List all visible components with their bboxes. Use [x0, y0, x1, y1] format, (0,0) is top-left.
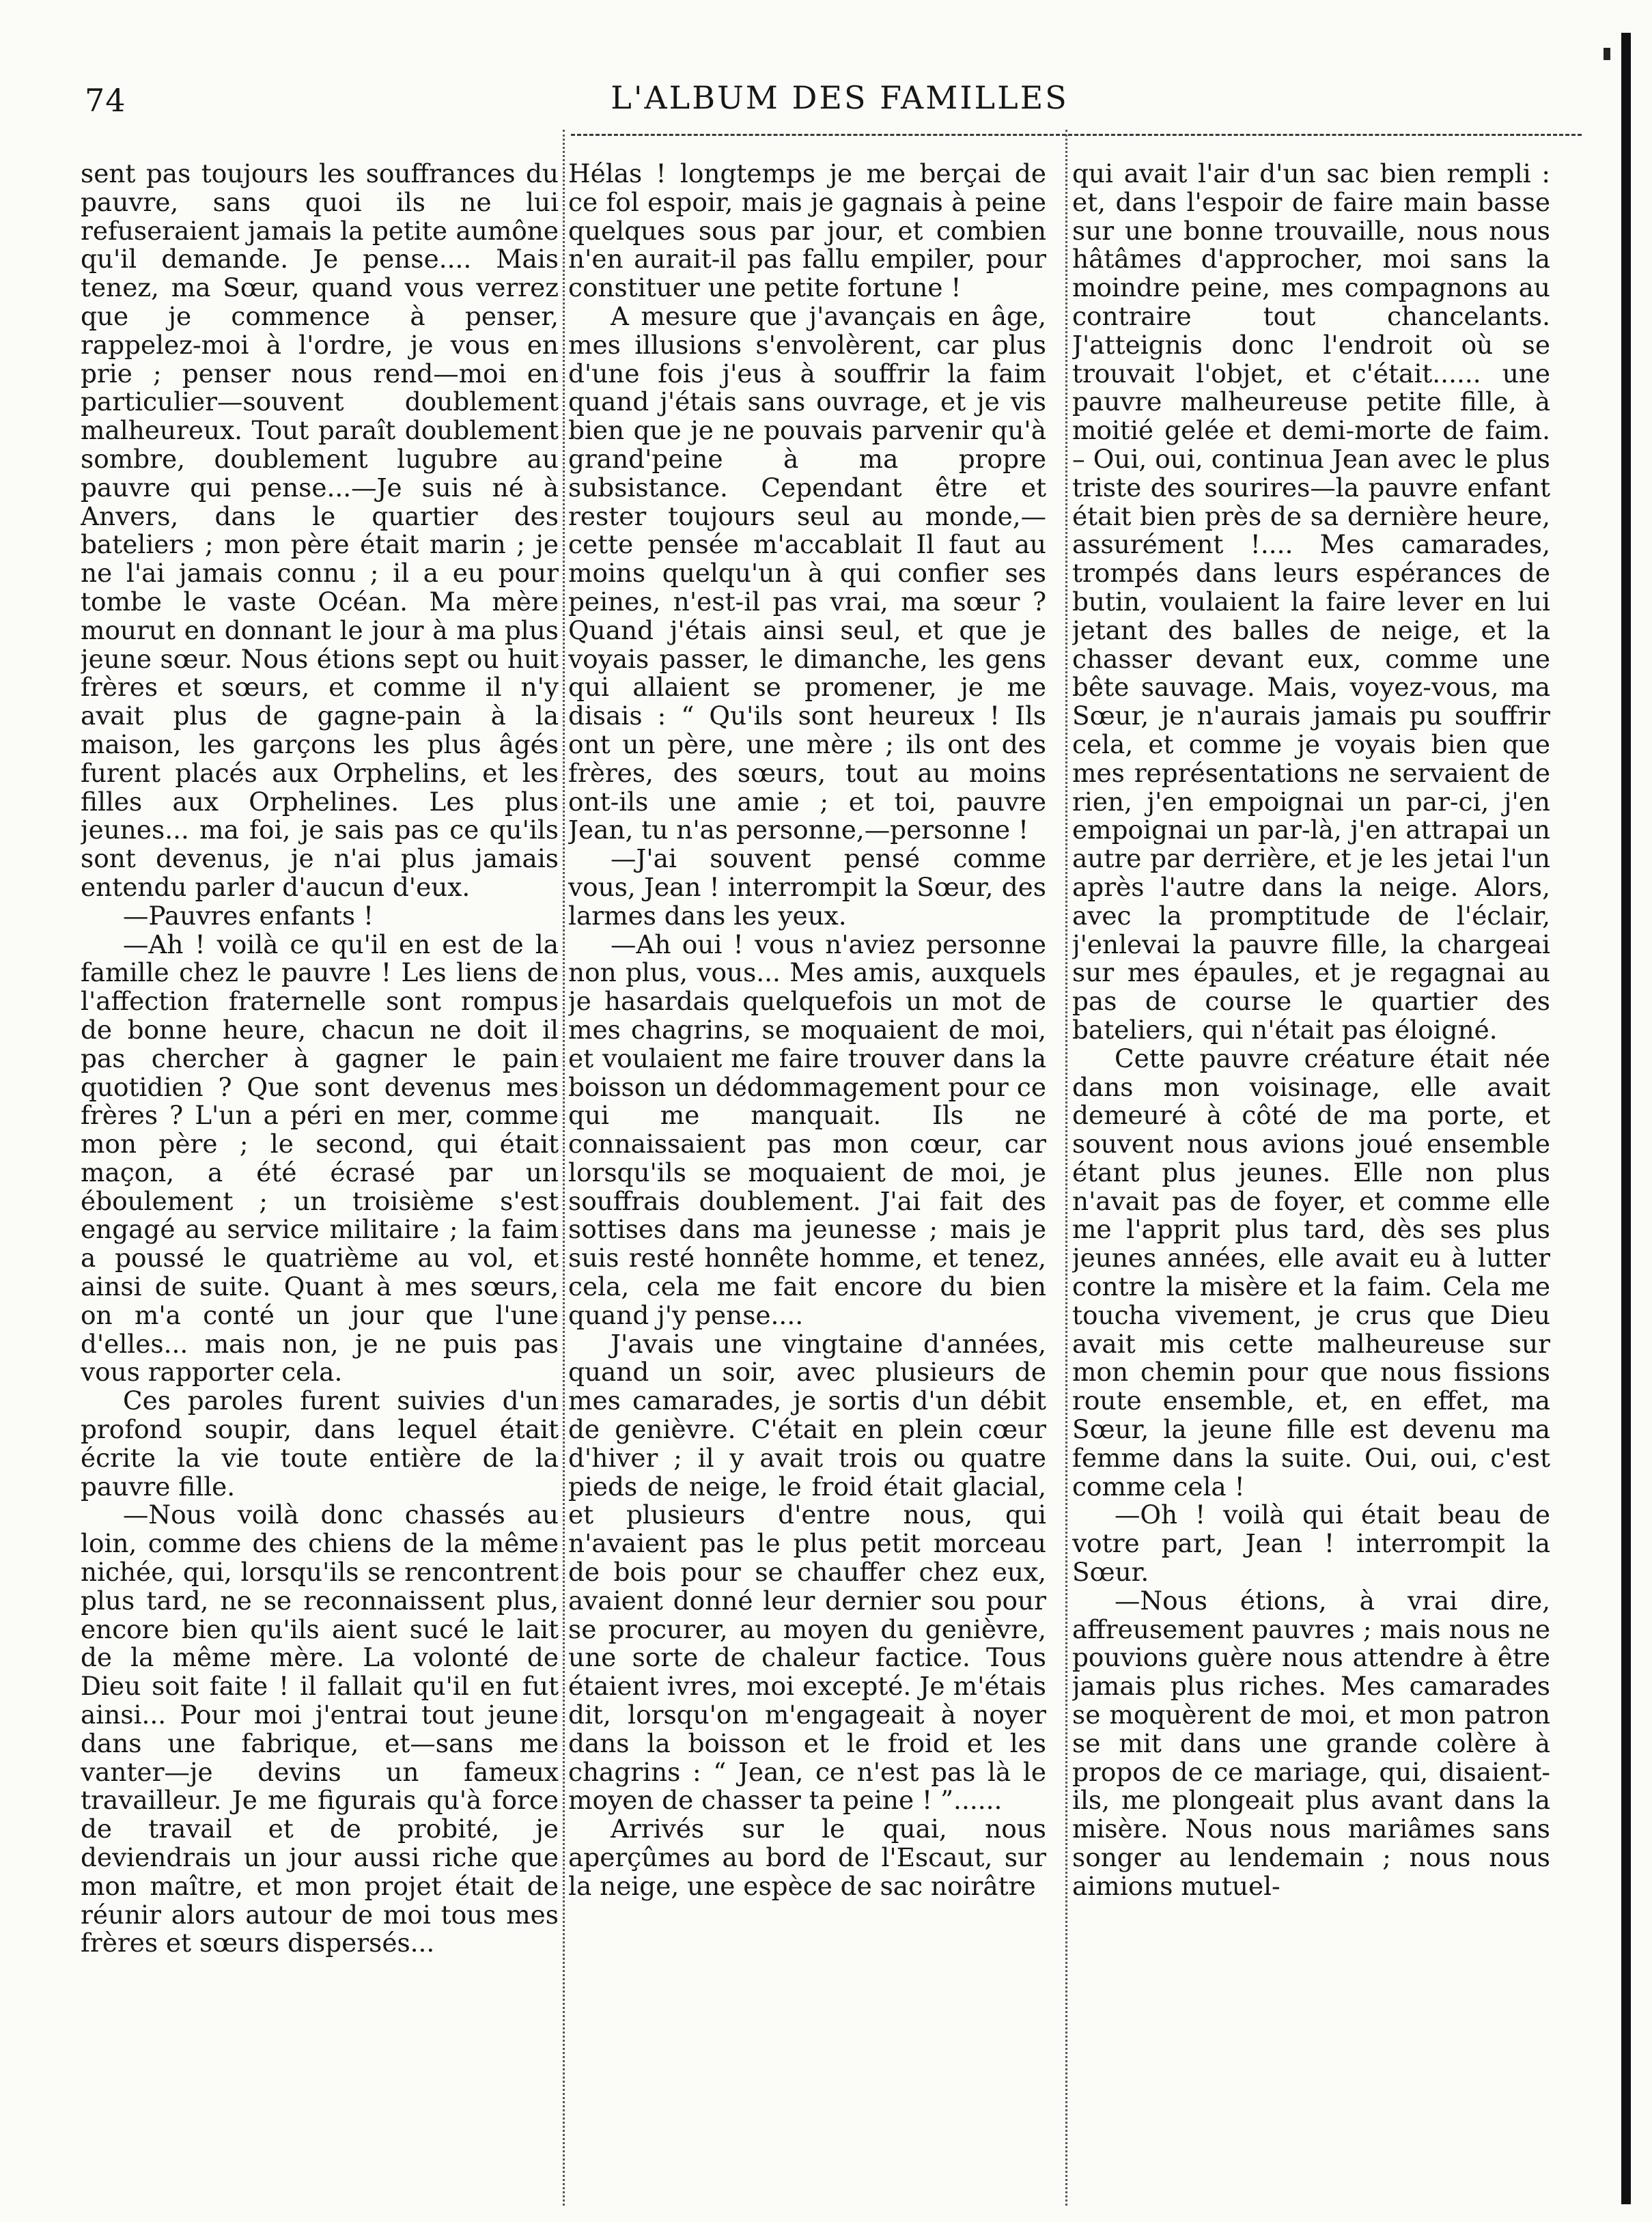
- paragraph: —Nous étions, à vrai dire, affreusement pauvres ; mais nous ne pouvions guère nous attendre à être jamais plus riches. Mes camarades se moquèrent de moi, et mon patron se mit dans une grande colère à propos de ce mariage, qui, disaient-ils, me plongeait plus avant dans la misère. Nous nous mariâmes sans songer au lendemain ; nous nous aimions mutuel-: [1072, 1585, 1550, 1901]
- paragraph: Ces paroles furent suivies d'un profond soupir, dans lequel était écrite la vie toute entière de la pauvre fille.: [81, 1386, 559, 1502]
- running-title: L'ALBUM DES FAMILLES: [611, 79, 1069, 116]
- paragraph: —Oh ! voilà qui était beau de votre part, Jean ! interrompit la Sœur.: [1072, 1500, 1550, 1588]
- paragraph: —Ah ! voilà ce qu'il en est de la famille chez le pauvre ! Les liens de l'affection fraternelle sont rompus de bonne heure, chacun ne doit il pas chercher à gagner le pain quotidien ? Que sont devenus mes frères ? L'un a péri en mer, comme mon père ; le second, qui était maçon, a été écrasé par un éboulement ; un troisième s'est engagé au service militaire ; la faim a poussé le quatrième au vol, et ainsi de suite. Quant à mes sœurs, on m'a conté un jour que l'une d'elles... mais non, je ne puis pas vous rapporter cela.: [81, 929, 559, 1388]
- paragraph: Hélas ! longtemps je me berçai de ce fol espoir, mais je gagnais à peine quelques sous par jour, et combien n'en aurait-il pas fallu empiler, pour constituer une petite fortune !: [568, 160, 1046, 303]
- paragraph: —Pauvres enfants !: [123, 900, 374, 931]
- text-column-1: [81, 160, 559, 2202]
- header-rule: [571, 134, 1582, 136]
- page-number: 74: [85, 82, 126, 119]
- paragraph: —J'ai souvent pensé comme vous, Jean ! interrompit la Sœur, des larmes dans les yeux.: [568, 843, 1046, 931]
- paragraph: —Ah oui ! vous n'aviez personne non plus, vous... Mes amis, auxquels je hasardais quelquefois un mot de mes chagrins, se moquaient de moi, et voulaient me faire trouver dans la boisson un dédommagement pour ce qui me manquait. Ils ne connaissaient pas mon cœur, car lorsqu'ils se moquaient de moi, je souffrais doublement. J'ai fait des sottises dans ma jeunesse ; mais je suis resté honnête homme, et tenez, cela, cela me fait encore du bien quand j'y pense....: [568, 929, 1046, 1330]
- paragraph: —Nous voilà donc chassés au loin, comme des chiens de la même nichée, qui, lorsqu'ils se rencontrent plus tard, ne se reconnaissent plus, encore bien qu'ils aient sucé le lait de la même mère. La volonté de Dieu soit faite ! il fallait qu'il en fut ainsi... Pour moi j'entrai tout jeune dans une fabrique, et—sans me vanter—je devins un fameux travailleur. Je me figurais qu'à force de travail et de probité, je deviendrais un jour aussi riche que mon maître, et mon projet était de réunir alors autour de moi tous mes frères et sœurs dispersés...: [81, 1500, 559, 1958]
- paragraph: sent pas toujours les souffrances du pauvre, sans quoi ils ne lui refuseraient jamais la petite aumône qu'il demande. Je pense.... Mais tenez, ma Sœur, quand vous verrez que je commence à penser, rappelez-moi à l'ordre, je vous en prie ; penser nous rend—moi en particulier—souvent doublement malheureux. Tout paraît doublement sombre, doublement lugubre au pauvre qui pense...—Je suis né à Anvers, dans le quartier des bateliers ; mon père était marin ; je ne l'ai jamais connu ; il a eu pour tombe le vaste Océan. Ma mère mourut en donnant le jour à ma plus jeune sœur. Nous étions sept ou huit frères et sœurs, et comme il n'y avait plus de gagne-pain à la maison, les garçons les plus âgés furent placés aux Orphelins, et les filles aux Orphelines. Les plus jeunes... ma foi, je sais pas ce qu'ils sont devenus, je n'ai plus jamais entendu parler d'aucun d'eux.: [81, 160, 559, 902]
- column-rule: [1065, 130, 1067, 2206]
- column-rule: [563, 130, 565, 2206]
- paragraph: J'avais une vingtaine d'années, quand un soir, avec plusieurs de mes camarades, je sortis d'un débit de genièvre. C'était en plein cœur d'hiver ; il y avait trois ou quatre pieds de neige, le froid était glacial, et plusieurs d'entre nous, qui n'avaient pas le plus petit morceau de bois pour se chauffer chez eux, avaient donné leur dernier sou pour se procurer, au moyen du genièvre, une sorte de chaleur factice. Tous étaient ivres, moi excepté. Je m'étais dit, lorsqu'on m'engageait à noyer dans la boisson et le froid et les chagrins : “ Jean, ce n'est pas là le moyen de chasser ta peine ! ”......: [568, 1328, 1046, 1816]
- text-column-2: [568, 160, 1046, 2202]
- paragraph: A mesure que j'avançais en âge, mes illusions s'envolèrent, car plus d'une fois j'eus à souffrir la faim quand j'étais sans ouvrage, et je vis bien que je ne pouvais parvenir qu'à grand'peine à ma propre subsistance. Cependant être et rester toujours seul au monde,—cette pensée m'accablait Il faut au moins quelqu'un à qui confier ses peines, n'est-il pas vrai, ma sœur ? Quand j'étais ainsi seul, et que je voyais passer, le dimanche, les gens qui allaient se promener, je me disais : “ Qu'ils sont heureux ! Ils ont un père, une mère ; ils ont des frères, des sœurs, tout au moins ont-ils une amie ; et toi, pauvre Jean, tu n'as personne,—personne !: [568, 300, 1046, 845]
- paragraph: Arrivés sur le quai, nous aperçûmes au bord de l'Escaut, sur la neige, une espèce de sac noirâtre: [568, 1814, 1046, 1901]
- paragraph: Cette pauvre créature était née dans mon voisinage, elle avait demeuré à côté de ma porte, et souvent nous avions joué ensemble étant plus jeunes. Elle non plus n'avait pas de foyer, et comme elle me l'apprit plus tard, dès ses plus jeunes années, elle avait eu à lutter contre la misère et la faim. Cela me toucha vivement, je crus que Dieu avait mis cette malheureuse sur mon chemin pour que nous fissions route ensemble, et, en effet, ma Sœur, la jeune fille est devenu ma femme dans la suite. Oui, oui, c'est comme cela !: [1072, 1043, 1550, 1502]
- scan-edge-bar: [1621, 33, 1631, 2204]
- text-column-3: [1072, 160, 1550, 2202]
- scan-mark: [1604, 48, 1610, 60]
- paragraph: qui avait l'air d'un sac bien rempli : et, dans l'espoir de faire main basse sur une bonne trouvaille, nous nous hâtâmes d'approcher, moi sans la moindre peine, mes compagnons au contraire tout chancelants. J'atteignis donc l'endroit où se trouvait l'objet, et c'était...... une pauvre malheureuse petite fille, à moitié gelée et demi-morte de faim. – Oui, oui, continua Jean avec le plus triste des sourires—la pauvre enfant était bien près de sa dernière heure, assurément !.... Mes camarades, trompés dans leurs espérances de butin, voulaient la faire lever en lui jetant des balles de neige, et la chasser devant eux, comme une bête sauvage. Mais, voyez-vous, ma Sœur, je n'aurais jamais pu souffrir cela, et comme je voyais bien que mes représentations ne servaient de rien, j'en empoignai un par-ci, j'en empoignai un par-là, j'en attrapai un autre par derrière, et je les jetai l'un après l'autre dans la neige. Alors, avec la promptitude de l'éclair, j'enlevai la pauvre fille, la chargeai sur mes épaules, et je regagnai au pas de course le quartier des bateliers, qui n'était pas éloigné.: [1072, 160, 1550, 1045]
